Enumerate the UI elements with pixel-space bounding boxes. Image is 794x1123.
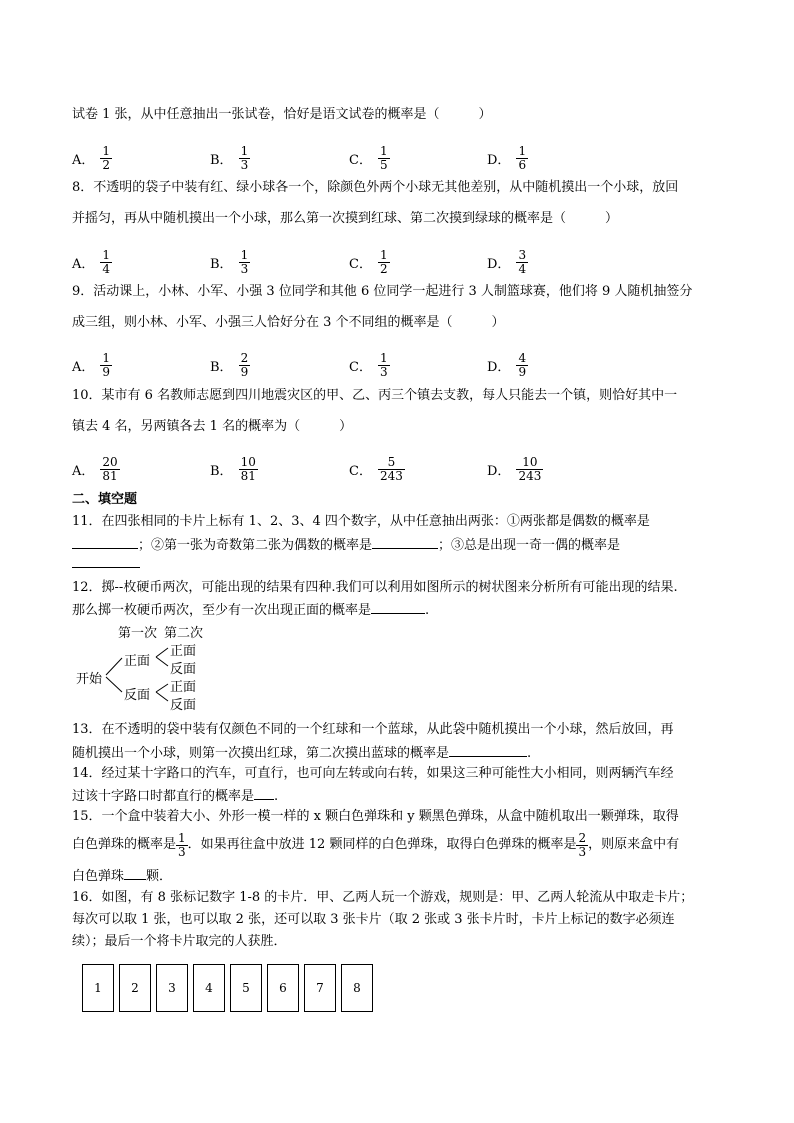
- q10-line1: 10．某市有 6 名教师志愿到四川地震灾区的甲、乙、丙三个镇去支教，每人只能去一个镇，则恰好其中一: [72, 388, 678, 403]
- answer-blank[interactable]: [254, 787, 274, 800]
- option-label: B．: [210, 359, 233, 375]
- tree-diagram: [76, 622, 236, 714]
- q11-line3: [72, 555, 140, 573]
- q11-line1: 11．在四张相同的卡片上标有 1、2、3、4 四个数字，从中任意抽出两张：①两张都是偶数的概率是: [72, 514, 650, 529]
- q8-option-c[interactable]: [349, 245, 390, 279]
- q10-line2: 镇去 4 名，另两镇各去 1 名的概率为（ ）: [72, 419, 353, 434]
- option-label: A．: [72, 256, 95, 272]
- option-label: D．: [487, 463, 511, 479]
- q15-line1: 15．一个盒中装着大小、外形一模一样的 x 颗白色弹珠和 y 颗黑色弹珠，从盒中随机取出一颗弹珠，取得: [72, 809, 679, 824]
- fraction: $\frac{3}{4}$: [518, 247, 527, 276]
- fraction: $\frac{1}{3}$: [240, 247, 249, 276]
- answer-blank[interactable]: [72, 555, 140, 568]
- q8-option-b[interactable]: [210, 245, 250, 279]
- q10-option-a[interactable]: [72, 452, 120, 486]
- tree-branch-1: 正面: [124, 654, 151, 669]
- q11-line2: ；②第一张为奇数第二张为偶数的概率是 ；③总是出现一奇一偶的概率是: [72, 536, 620, 554]
- fraction: $\frac{1}{6}$: [518, 143, 527, 172]
- q16-line3: 续）；最后一个将卡片取完的人获胜．: [72, 934, 287, 949]
- q7-text: 试卷 1 张，从中任意抽出一张试卷，恰好是语文试卷的概率是（ ）: [72, 107, 492, 122]
- card[interactable]: 7: [304, 964, 336, 1012]
- tree-lines: [76, 622, 236, 714]
- section-title: 二、填空题: [72, 492, 138, 507]
- option-label: D．: [487, 359, 511, 375]
- option-label: C．: [349, 256, 372, 272]
- tree-line: [156, 648, 168, 657]
- fraction: $\frac{4}{9}$: [518, 350, 527, 379]
- card-row: [82, 964, 378, 1012]
- tree-line: [156, 684, 168, 692]
- fraction: $\frac{5}{243}$: [379, 454, 403, 483]
- tree-leaf-1: 正面: [170, 644, 197, 659]
- q8-option-a[interactable]: [72, 245, 112, 279]
- tree-line: [156, 657, 168, 666]
- option-label: D．: [487, 256, 511, 272]
- tree-line: [156, 692, 168, 701]
- fraction: $\frac{1}{5}$: [379, 143, 388, 172]
- q9-option-b[interactable]: [210, 348, 250, 382]
- q16-line2: 每次可以取 1 张，也可以取 2 张，还可以取 3 张卡片（取 2 张或 3 张卡片时，卡片上标记的数字必须连: [72, 912, 675, 927]
- card[interactable]: 8: [341, 964, 373, 1012]
- option-label: C．: [349, 359, 372, 375]
- q15-line2: 白色弹珠的概率是 $\frac{1}{3}$ ．如果再往盒中放进 12 颗同样的白色弹珠，取得白色弹珠的概率是 $\frac{2}{3}$ ，则原来盒中有: [72, 830, 680, 859]
- q9-line2: 成三组，则小林、小军、小强三人恰好分在 3 个不同组的概率是（ ）: [72, 315, 505, 330]
- answer-blank[interactable]: [124, 867, 146, 880]
- card[interactable]: 1: [82, 964, 114, 1012]
- fraction: $\frac{1}{2}$: [379, 247, 388, 276]
- q7-option-d[interactable]: [487, 141, 528, 175]
- option-label: A．: [72, 359, 95, 375]
- q8-option-d[interactable]: [487, 245, 528, 279]
- tree-line: [106, 677, 122, 692]
- answer-blank[interactable]: [72, 536, 138, 549]
- tree-header-first: 第一次: [118, 626, 158, 641]
- q7-option-c[interactable]: [349, 141, 390, 175]
- answer-blank[interactable]: [449, 744, 527, 757]
- q13-line2: 随机摸出一个小球，则第一次摸出红球，第二次摸出蓝球的概率是 .: [72, 746, 532, 761]
- tree-header-second: 第二次: [164, 626, 204, 641]
- tree-leaf-2: 反面: [170, 662, 197, 677]
- option-label: A．: [72, 463, 95, 479]
- option-label: C．: [349, 152, 372, 168]
- q15-line3: 白色弹珠 颗．: [72, 869, 173, 884]
- card[interactable]: 5: [230, 964, 262, 1012]
- card[interactable]: 6: [267, 964, 299, 1012]
- fraction: $\frac{1}{2}$: [102, 143, 111, 172]
- q14-line2: 过该十字路口时都直行的概率是 .: [72, 789, 279, 804]
- fraction: $\frac{1}{9}$: [102, 350, 111, 379]
- card[interactable]: 3: [156, 964, 188, 1012]
- fraction: $\frac{2}{3}$: [578, 830, 587, 859]
- q10-option-b[interactable]: [210, 452, 258, 486]
- fraction: $\frac{20}{81}$: [102, 454, 118, 483]
- q10-option-c[interactable]: [349, 452, 405, 486]
- q9-option-c[interactable]: [349, 348, 390, 382]
- tree-start: 开始: [76, 672, 103, 687]
- answer-blank[interactable]: [372, 536, 438, 549]
- option-label: C．: [349, 463, 372, 479]
- q8-line2: 并摇匀，再从中随机摸出一个小球，那么第一次摸到红球、第二次摸到绿球的概率是（ ）: [72, 211, 619, 226]
- fraction: $\frac{10}{81}$: [240, 454, 256, 483]
- q12-line1: 12．掷--枚硬币两次，可能出现的结果有四种.我们可以利用如图所示的树状图来分析所有可能出现的结果.: [72, 580, 678, 595]
- q9-option-a[interactable]: [72, 348, 112, 382]
- q12-line2: 那么掷一枚硬币两次，至少有一次出现正面的概率是 .: [72, 603, 430, 618]
- fraction: $\frac{1}{4}$: [102, 247, 111, 276]
- fraction: $\frac{1}{3}$: [240, 143, 249, 172]
- tree-branch-2: 反面: [124, 688, 151, 703]
- q9-option-d[interactable]: [487, 348, 528, 382]
- fraction: $\frac{10}{243}$: [518, 454, 542, 483]
- card[interactable]: 4: [193, 964, 225, 1012]
- q13-line1: 13．在不透明的袋中装有仅颜色不同的一个红球和一个蓝球，从此袋中随机摸出一个小球，然后放回，再: [72, 722, 674, 737]
- card[interactable]: 2: [119, 964, 151, 1012]
- q10-option-d[interactable]: [487, 452, 543, 486]
- q7-option-a[interactable]: [72, 141, 112, 175]
- option-label: B．: [210, 256, 233, 272]
- fraction: $\frac{1}{3}$: [178, 830, 186, 859]
- option-label: A．: [72, 152, 95, 168]
- tree-line: [106, 658, 122, 675]
- q7-option-b[interactable]: [210, 141, 250, 175]
- q16-line1: 16．如图，有 8 张标记数字 1-8 的卡片．甲、乙两人玩一个游戏，规则是：甲、乙两人轮流从中取走卡片；: [72, 890, 694, 905]
- q9-line1: 9．活动课上，小林、小军、小强 3 位同学和其他 6 位同学一起进行 3 人制篮球赛，他们将 9 人随机抽签分: [72, 284, 693, 299]
- tree-leaf-3: 正面: [170, 680, 197, 695]
- q14-line1: 14．经过某十字路口的汽车，可直行，也可向左转或向右转，如果这三种可能性大小相同，则两辆汽车经: [72, 766, 674, 781]
- fraction: $\frac{2}{9}$: [240, 350, 249, 379]
- option-label: B．: [210, 463, 233, 479]
- answer-blank[interactable]: [371, 601, 425, 614]
- option-label: D．: [487, 152, 511, 168]
- tree-leaf-4: 反面: [170, 698, 197, 713]
- q8-line1: 8．不透明的袋子中装有红、绿小球各一个，除颜色外两个小球无其他差别，从中随机摸出一个小球，放回: [72, 180, 679, 195]
- fraction: $\frac{1}{3}$: [379, 350, 388, 379]
- option-label: B．: [210, 152, 233, 168]
